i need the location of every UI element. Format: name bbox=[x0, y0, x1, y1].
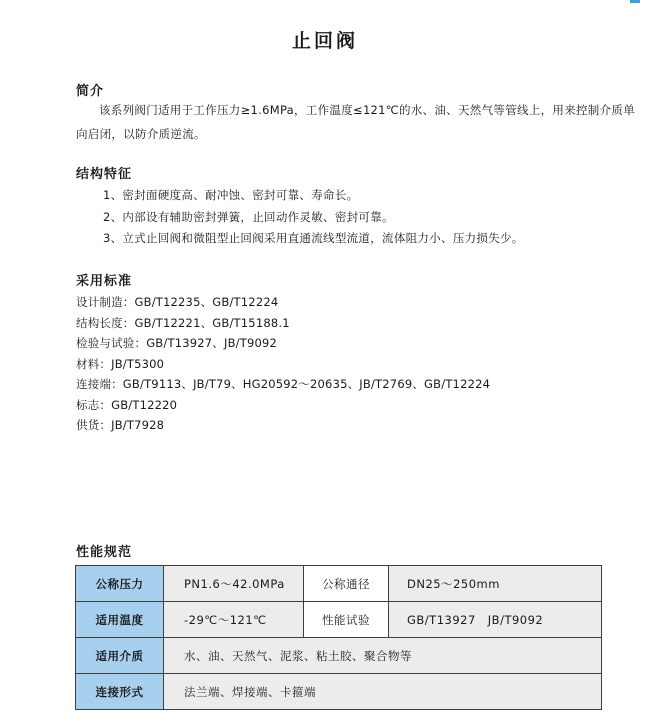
spec-label: 公称通径 bbox=[304, 566, 389, 602]
spec-value: 法兰端、焊接端、卡箍端 bbox=[164, 674, 602, 710]
spec-heading: 性能规范 bbox=[76, 545, 133, 560]
features-list bbox=[76, 185, 524, 250]
features-heading: 结构特征 bbox=[76, 167, 133, 182]
table-row bbox=[76, 674, 602, 710]
spec-value: -29℃～121℃ bbox=[164, 602, 304, 638]
intro-heading: 简介 bbox=[76, 84, 105, 99]
spec-value: DN25～250mm bbox=[389, 566, 602, 602]
spec-value: 水、油、天然气、泥浆、粘土胶、聚合物等 bbox=[164, 638, 602, 674]
spec-value: PN1.6～42.0MPa bbox=[164, 566, 304, 602]
spec-label: 适用温度 bbox=[76, 602, 164, 638]
feature-item: 1、密封面硬度高、耐冲蚀、密封可靠、寿命长。 bbox=[103, 188, 359, 202]
spec-table bbox=[75, 565, 602, 710]
feature-item: 2、内部设有辅助密封弹簧，止回动作灵敏、密封可靠。 bbox=[103, 209, 394, 224]
standard-item: 设计制造：GB/T12235、GB/T12224 bbox=[76, 295, 279, 309]
standard-item: 检验与试验：GB/T13927、JB/T9092 bbox=[76, 336, 278, 350]
standard-item: 标志：GB/T12220 bbox=[76, 397, 178, 412]
feature-item: 3、立式止回阀和微阻型止回阀采用直通流线型流道，流体阻力小、压力损失少。 bbox=[103, 231, 524, 245]
standard-item: 结构长度：GB/T12221、GB/T15188.1 bbox=[76, 315, 290, 330]
table-row bbox=[76, 638, 602, 674]
spec-label: 公称压力 bbox=[76, 566, 164, 602]
table-row bbox=[76, 566, 602, 602]
table-row bbox=[76, 602, 602, 638]
spec-value: GB/T13927 JB/T9092 bbox=[389, 602, 602, 638]
spec-label: 连接形式 bbox=[76, 674, 164, 710]
standard-item: 材料：JB/T5300 bbox=[76, 356, 165, 371]
corner-mark bbox=[630, 0, 640, 3]
standards-list bbox=[76, 292, 490, 436]
intro-text: 该系列阀门适用于工作压力≥1.6MPa，工作温度≤121℃的水、油、天然气等管线上，用来控制介质单向启闭，以防介质逆流。 bbox=[76, 103, 636, 141]
standard-item: 连接端：GB/T9113、JB/T79、HG20592～20635、JB/T2769、GB/T12224 bbox=[76, 377, 491, 391]
spec-label: 适用介质 bbox=[76, 638, 164, 674]
standards-heading: 采用标准 bbox=[76, 274, 133, 289]
page-title: 止回阀 bbox=[291, 30, 358, 52]
standard-item: 供货：JB/T7928 bbox=[76, 418, 165, 432]
spec-label: 性能试验 bbox=[304, 602, 389, 638]
